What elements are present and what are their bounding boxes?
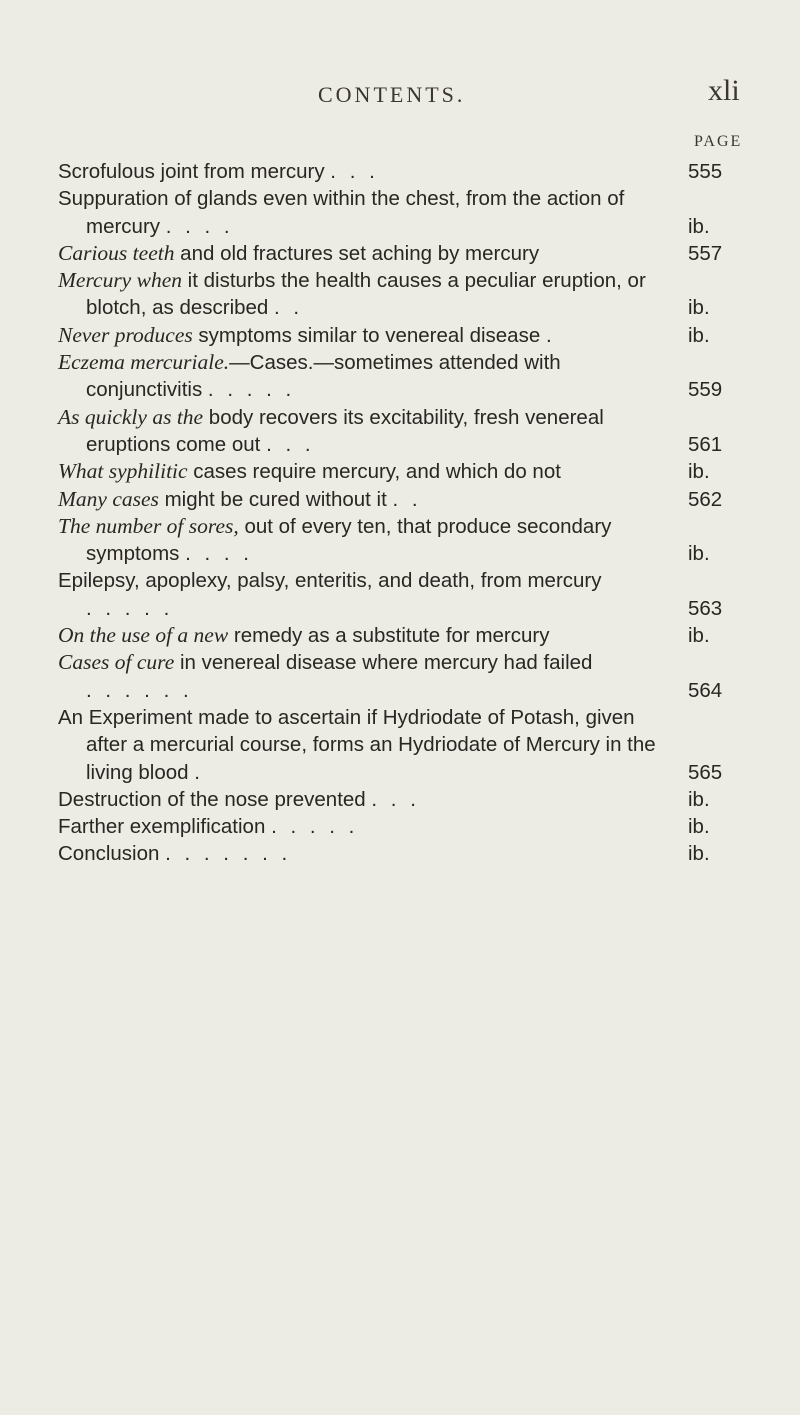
entry-text: cases require mercury, and which do not (187, 460, 561, 484)
toc-entry (58, 567, 748, 622)
entry-page: ib. (688, 214, 710, 238)
toc-entry (58, 622, 748, 649)
toc-entry (58, 458, 748, 485)
entry-lead: Never produces (58, 322, 193, 347)
entry-lead: Many cases (58, 486, 159, 511)
leader-dots: . . . (266, 432, 315, 456)
toc-entry (58, 322, 748, 349)
leader-dots: . . . (330, 160, 379, 183)
entry-page: ib. (688, 624, 710, 648)
entry-text: in venereal disease where mercury had failed (174, 651, 593, 675)
entry-page: 555 (688, 160, 723, 183)
entry-lead: Eczema mercuriale. (58, 350, 230, 375)
entry-page: ib. (688, 787, 710, 811)
entry-page: 564 (688, 678, 723, 702)
leader-dots: . . . (371, 787, 420, 811)
entry-text: and old fractures set aching by mercury (174, 241, 540, 265)
entry-lead: Mercury when (58, 268, 182, 293)
entry-page: ib. (688, 460, 710, 484)
page-column-label: PAGE (694, 133, 743, 150)
toc-entry (58, 349, 748, 404)
toc-entry (58, 513, 748, 568)
entry-text: out of every ten, that produce secondary symptoms (86, 514, 612, 566)
entry-text: Farther exemplification (58, 815, 266, 839)
entry-lead: Cases of cure (58, 650, 175, 675)
entry-lead: Carious teeth (58, 240, 175, 265)
toc-entry (58, 649, 748, 704)
entry-text: remedy as a substitute for mercury (228, 624, 550, 648)
entry-page: 563 (688, 596, 723, 620)
leader-dots: . . . . (185, 542, 253, 566)
entry-page: ib. (688, 296, 710, 320)
leader-dots: . (194, 760, 204, 784)
entry-text: symptoms similar to venereal disease (192, 323, 541, 347)
entry-page: ib. (688, 815, 710, 839)
contents-list (58, 158, 748, 868)
entry-page: ib. (688, 842, 710, 866)
entry-lead: What syphilitic (58, 459, 188, 484)
toc-entry (58, 704, 748, 786)
entry-page: ib. (688, 542, 710, 566)
leader-dots: . . . . (165, 214, 234, 238)
leader-dots: . . . . . . (86, 678, 193, 702)
entry-text: Conclusion (58, 842, 160, 866)
entry-lead: The number of sores, (58, 513, 239, 538)
entry-text: Destruction of the nose prevented (58, 787, 366, 811)
leader-dots: . . (392, 487, 422, 511)
entry-text: Epilepsy, apoplexy, palsy, enteritis, and death, from mercury (58, 569, 602, 593)
entry-page: ib. (688, 323, 710, 347)
toc-entry (58, 786, 748, 813)
toc-entry (58, 486, 748, 513)
entry-text: —Cases.—sometimes attended with conjunctivitis (86, 351, 561, 402)
entry-page: 559 (688, 378, 723, 402)
entry-page: 561 (688, 432, 723, 456)
entry-text: body recovers its excitability, fresh venereal eruptions come out (86, 405, 604, 456)
entry-lead: As quickly as the (58, 404, 204, 429)
toc-entry (58, 840, 748, 867)
entry-text: might be cured without it (158, 487, 387, 511)
entry-text: Suppuration of glands even within the chest, from the action of mercury (58, 187, 625, 238)
leader-dots: . . . . . . . (165, 842, 292, 866)
entry-page: 565 (688, 760, 723, 784)
entry-page: 557 (688, 241, 723, 265)
toc-entry (58, 185, 748, 240)
entry-text: Scrofulous joint from mercury (58, 160, 325, 183)
running-head: CONTENTS. (318, 82, 466, 107)
leader-dots: . . . . . (271, 815, 359, 839)
toc-entry (58, 404, 748, 459)
toc-entry (58, 158, 748, 185)
leader-dots: . (545, 323, 556, 347)
entry-text: it disturbs the health causes a peculiar eruption, or blotch, as described (86, 269, 646, 320)
page-folio: xli (708, 74, 740, 107)
toc-entry (58, 240, 748, 267)
toc-entry (58, 813, 748, 840)
entry-text: An Experiment made to ascertain if Hydriodate of Potash, given after a mercurial course, forms an Hydriodate of Mercury in the living blood (58, 705, 656, 784)
leader-dots: . . . . . (86, 596, 174, 620)
leader-dots: . . (274, 296, 304, 320)
leader-dots: . . . . . (207, 378, 296, 402)
entry-page: 562 (688, 487, 723, 511)
toc-entry (58, 267, 748, 322)
entry-lead: On the use of a new (58, 623, 229, 648)
